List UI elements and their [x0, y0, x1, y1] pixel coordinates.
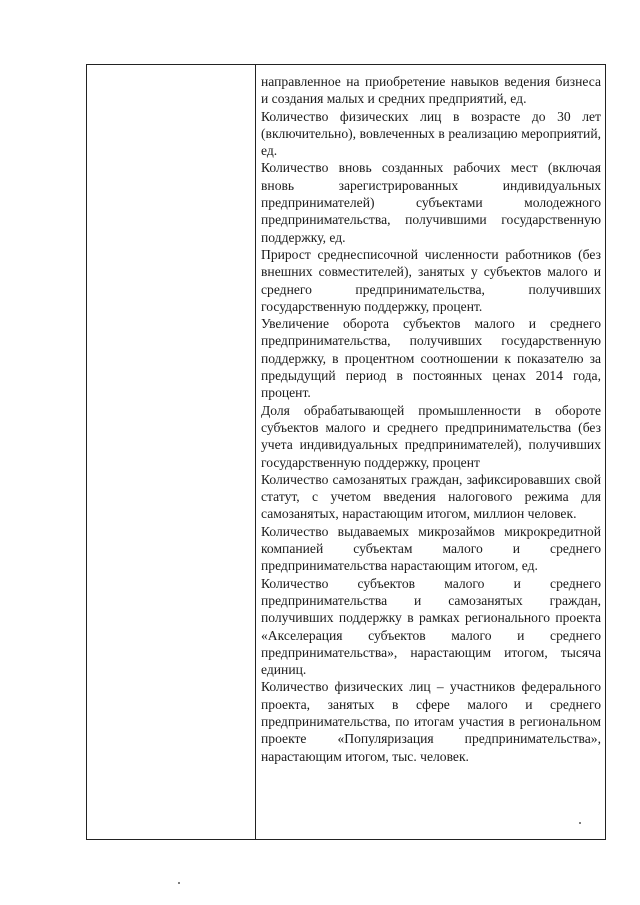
- indicator-text: Количество субъектов малого и среднего предпринимательства и самозанятых граждан, получивших поддержку в рамках регионального проекта «Акселерация субъектов малого и среднего предпринимательства», нарастающим итогом, тысяча единиц.: [261, 575, 601, 678]
- table-cell-indicators: [261, 73, 601, 765]
- indicator-text: Прирост среднесписочной численности работников (без внешних совместителей), занятых у субъектов малого и среднего предпринимательства, получивших государственную поддержку, процент.: [261, 246, 601, 314]
- indicator-text: Количество самозанятых граждан, зафиксировавших свой статут, с учетом введения налогового режима для самозанятых, нарастающим итогом, миллион человек.: [261, 471, 601, 522]
- indicator-text: Количество физических лиц – участников федерального проекта, занятых в сфере малого и среднего предпринимательства, по итогам участия в региональном проекте «Популяризация предпринимательства», нарастающим итогом, тыс. человек.: [261, 679, 601, 764]
- scan-speck: [579, 822, 581, 824]
- column-divider: [255, 65, 256, 839]
- indicator-text: Количество вновь созданных рабочих мест (включая вновь зарегистрированных индивидуальных предпринимателей) субъектами молодежного предпринимательства, получившими государственную поддержку, ед.: [261, 160, 601, 245]
- indicator-text: Увеличение оборота субъектов малого и среднего предпринимательства, получивших государственную поддержку, в процентном соотношении к показателю за предыдущий период в постоянных ценах 2014 года, процент.: [261, 316, 601, 401]
- indicator-text: Доля обрабатывающей промышленности в обороте субъектов малого и среднего предпринимательства (без учета индивидуальных предпринимателей), получивших государственную поддержку, процент: [261, 402, 601, 470]
- indicators-table: [86, 64, 606, 840]
- indicator-text: Количество физических лиц в возрасте до 30 лет (включительно), вовлеченных в реализацию мероприятий, ед.: [261, 108, 601, 159]
- table-cell-empty: [87, 65, 255, 839]
- indicator-text: Количество выдаваемых микрозаймов микрокредитной компанией субъектам малого и среднего предпринимательства нарастающим итогом, ед.: [261, 523, 601, 574]
- indicator-text: направленное на приобретение навыков ведения бизнеса и создания малых и средних предприятий, ед.: [261, 74, 601, 107]
- scan-speck: [178, 882, 180, 884]
